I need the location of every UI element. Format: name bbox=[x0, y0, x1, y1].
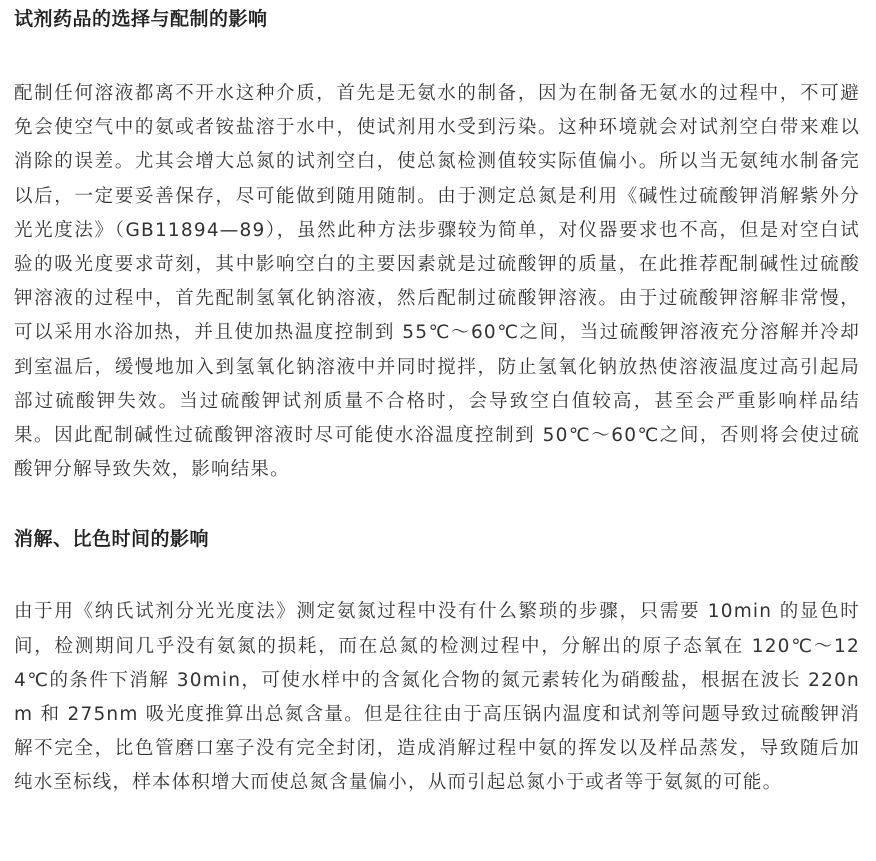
section-paragraph-digestion-time: 由于用《纳氏试剂分光光度法》测定氨氮过程中没有什么繁琐的步骤，只需要 10min 的显色时间，检测期间几乎没有氨氮的损耗，而在总氮的检测过程中，分解出的原子态氧在 120℃～124℃的条件下消解 30min，可使水样中的含氮化合物的氮元素转化为硝酸盐，根据在波长 220nm 和 275nm 吸光度推算出总氮含量。但是往往由于高压锅内温度和试剂等问题导致过硫酸钾消解不完全，比色管磨口塞子没有完全封闭，造成消解过程中氨的挥发以及样品蒸发，导致随后加纯水至标线，样本体积增大而使总氮含量偏小，从而引起总氮小于或者等于氨氮的可能。 bbox=[14, 601, 860, 794]
section-heading-reagent-preparation: 试剂药品的选择与配制的影响 bbox=[14, 8, 268, 30]
section-paragraph-reagent-preparation: 配制任何溶液都离不开水这种介质，首先是无氨水的制备，因为在制备无氨水的过程中，不可避免会使空气中的氨或者铵盐溶于水中，使试剂用水受到污染。这种环境就会对试剂空白带来难以消除的误差。尤其会增大总氮的试剂空白，使总氮检测值较实际值偏小。所以当无氨纯水制备完以后，一定要妥善保存，尽可能做到随用随制。由于测定总氮是利用《碱性过硫酸钾消解紫外分光光度法》（GB11894—89），虽然此种方法步骤较为简单，对仪器要求也不高，但是对空白试验的吸光度要求苛刻，其中影响空白的主要因素就是过硫酸钾的质量，在此推荐配制碱性过硫酸钾溶液的过程中，首先配制氢氧化钠溶液，然后配制过硫酸钾溶液。由于过硫酸钾溶解非常慢，可以采用水浴加热，并且使加热温度控制到 55℃～60℃之间，当过硫酸钾溶液充分溶解并冷却到室温后，缓慢地加入到氢氧化钠溶液中并同时搅拌，防止氢氧化钠放热使溶液温度过高引起局部过硫酸钾失效。当过硫酸钾试剂质量不合格时，会导致空白值较高，甚至会严重影响样品结果。因此配制碱性过硫酸钾溶液时尽可能使水浴温度控制到 50℃～60℃之间，否则将会使过硫酸钾分解导致失效，影响结果。 bbox=[14, 83, 860, 481]
section-heading-digestion-time: 消解、比色时间的影响 bbox=[14, 528, 210, 551]
